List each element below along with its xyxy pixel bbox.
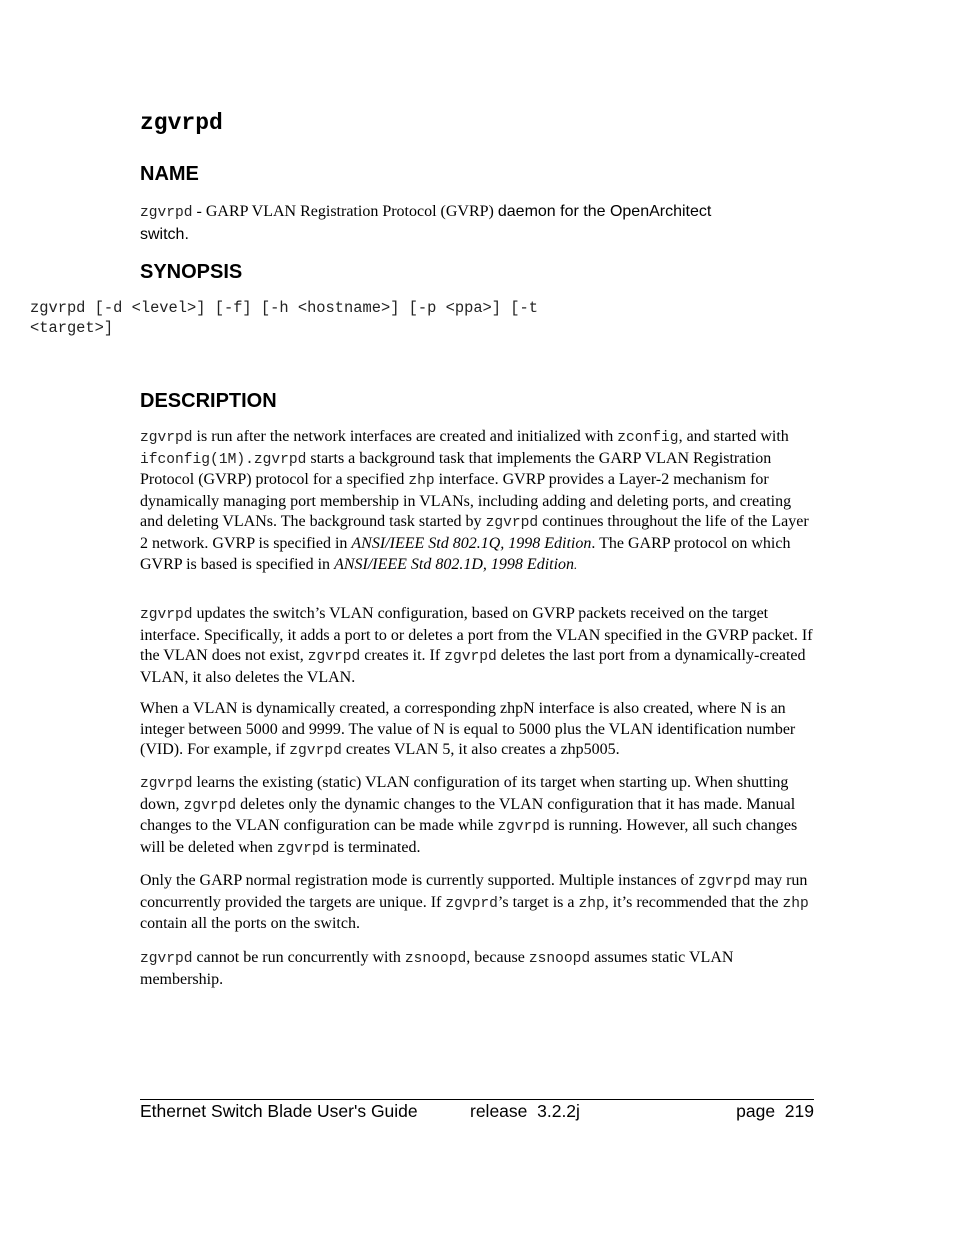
section-heading-name: NAME xyxy=(140,163,199,185)
text-run: creates VLAN 5, it also creates a zhp5005. xyxy=(341,741,620,759)
footer-guide-title: Ethernet Switch Blade User's Guide xyxy=(140,1101,418,1121)
text-run: deletes the last port from a dynamically-created VLAN, it also deletes the VLAN. xyxy=(140,647,806,686)
name-text-serif: - GARP VLAN Registration Protocol (GVRP) xyxy=(192,203,498,220)
synopsis-line: <target>] xyxy=(30,318,114,337)
text-run: , it’s recommended that the xyxy=(604,893,783,911)
inline-code: zgvrpd xyxy=(183,797,237,814)
section-heading-description: DESCRIPTION xyxy=(140,390,277,412)
name-paragraph xyxy=(140,201,814,245)
footer-release: release 3.2.2j xyxy=(470,1101,580,1121)
name-text-sans-cont: switch. xyxy=(140,226,189,243)
description-paragraph-1 xyxy=(140,427,814,575)
inline-code: zgvrpd xyxy=(307,649,361,666)
description-paragraph-2 xyxy=(140,604,814,688)
text-run: . xyxy=(574,556,578,572)
text-run: updates the switch’s VLAN configuration, based on GVRP packets received on the target interface. Specifically, it adds a port to or deletes a port from the VLAN specified in the GVRP packet. If the VLAN does not exist, xyxy=(140,605,813,665)
footer-divider xyxy=(140,1099,814,1100)
description-paragraph-4 xyxy=(140,773,814,859)
text-run: learns the existing (static) VLAN configuration of its target when starting up. When shutting down, xyxy=(140,774,789,813)
text-run: , because xyxy=(466,949,529,966)
inline-code: zgvrpd xyxy=(140,776,193,792)
inline-code: zgvrpd xyxy=(140,951,193,967)
inline-code: zsnoopd xyxy=(528,951,591,967)
footer-page-number: page 219 xyxy=(736,1101,814,1121)
text-run: . The GARP protocol on which GVRP is based is specified in xyxy=(140,534,791,573)
inline-code: zgvrpd xyxy=(444,649,497,666)
text-run: , and started with xyxy=(678,428,789,445)
text-run: ’s target is a xyxy=(497,893,579,911)
inline-code: zgvrpd xyxy=(140,607,193,623)
text-run: creates it. If xyxy=(360,647,445,665)
inline-code: zhp xyxy=(578,895,605,912)
inline-code: zgvrpd xyxy=(289,743,342,760)
inline-code: zconfig xyxy=(617,430,679,446)
text-run: interface. GVRP provides a Layer-2 mechanism for dynamically managing port membership in VLANs, including adding and deleting ports, and creating and deleting VLANs. The background task started by xyxy=(140,471,792,531)
page-title: zgvrpd xyxy=(140,110,223,136)
name-text-sans: daemon for the OpenArchitect xyxy=(497,203,712,220)
inline-code: zgvrpd xyxy=(497,819,550,836)
text-run: deletes only the dynamic changes to the VLAN configuration that it has made. Manual changes to the VLAN configuration can be made while xyxy=(140,795,796,835)
text-run: may run concurrently provided the targets are unique. If xyxy=(140,872,808,911)
inline-code: zsnoopd xyxy=(404,951,467,967)
text-run: continues throughout the life of the Layer 2 network. GVRP is specified in xyxy=(140,513,809,552)
inline-code: zgvrpd xyxy=(140,430,193,446)
text-run: is running. However, all such changes will be deleted when xyxy=(140,817,798,856)
text-run: assumes static VLAN membership. xyxy=(140,949,734,988)
inline-code: ifconfig(1M).zgvrpd xyxy=(140,451,307,468)
text-run: contain all the ports on the switch. xyxy=(140,915,360,933)
inline-code: zgvrpd xyxy=(697,874,751,890)
inline-code: zgvrpd xyxy=(276,840,330,857)
description-paragraph-3 xyxy=(140,699,814,762)
section-heading-synopsis: SYNOPSIS xyxy=(140,261,243,283)
text-run: Only the GARP normal registration mode is currently supported. Multiple instances of xyxy=(140,872,698,889)
citation-text: ANSI/IEEE Std 802.1Q, 1998 Edition xyxy=(351,534,592,552)
inline-code: zhp xyxy=(408,473,435,490)
text-run: cannot be run concurrently with xyxy=(192,949,405,966)
text-run: is terminated. xyxy=(329,838,421,856)
text-run: starts a background task that implements the GARP VLAN Registration Protocol (GVRP) protocol for a specified xyxy=(140,449,772,489)
text-run: is run after the network interfaces are created and initialized with xyxy=(192,428,618,445)
inline-code: zgvrpd xyxy=(140,205,193,221)
description-paragraph-5 xyxy=(140,871,814,935)
description-paragraph-6 xyxy=(140,948,814,990)
inline-code: zhp xyxy=(782,895,809,912)
synopsis-line: zgvrpd [-d <level>] [-f] [-h <hostname>] [-p <ppa>] [-t xyxy=(30,299,538,317)
text-run: When a VLAN is dynamically created, a corresponding zhpN interface is also created, where N is an integer between 5000 and 9999. The value of N is equal to 5000 plus the VLAN identification number (VID). For example, if xyxy=(140,700,796,759)
citation-text: ANSI/IEEE Std 802.1D, 1998 Edition xyxy=(334,555,575,573)
inline-code: zgvrpd xyxy=(485,515,539,532)
inline-code: zgvprd xyxy=(445,895,498,912)
synopsis-command xyxy=(30,299,670,338)
